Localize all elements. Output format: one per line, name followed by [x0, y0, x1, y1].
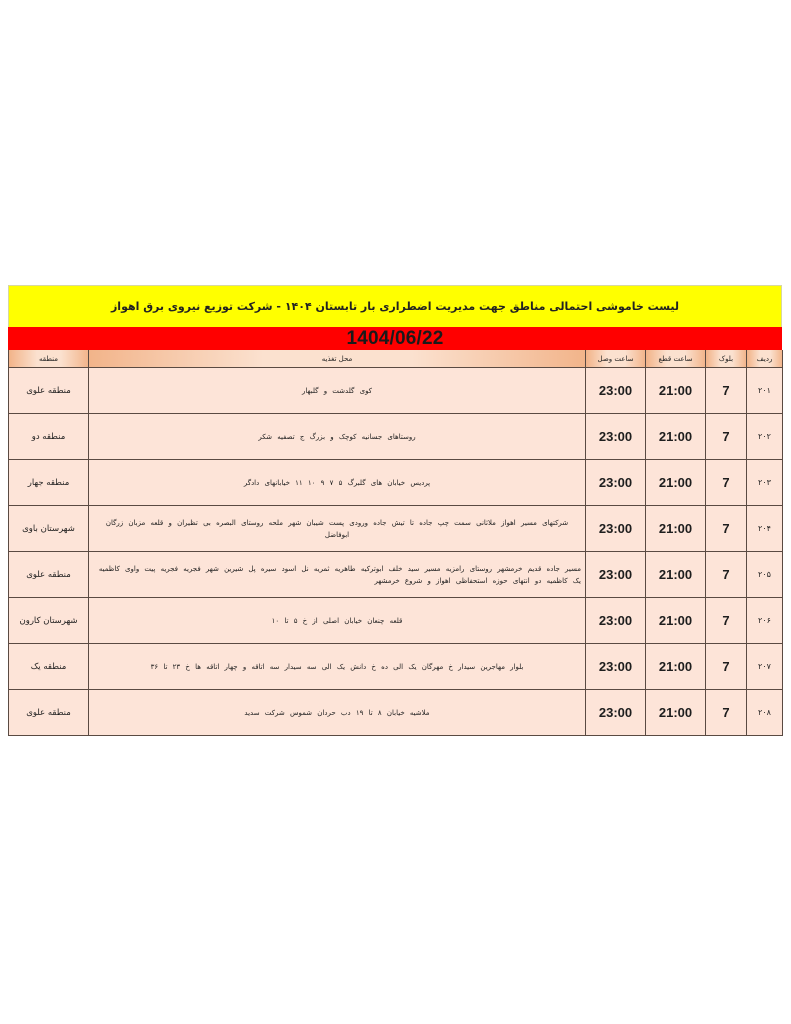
title-band: [8, 285, 782, 327]
cut-time: 21:00: [646, 644, 706, 690]
block-number: 7: [706, 460, 747, 506]
table-row: [9, 552, 783, 598]
date-band: [8, 327, 782, 350]
feed-location: شرکتهای مسیر اهواز ملاثانی سمت چپ جاده تا تیش جاده ورودی پست شیبان شهر ملحه روستای البصره بی تظیران و قلعه مزبان زرگان ابوفاضل: [89, 506, 586, 552]
table-row: [9, 598, 783, 644]
header-region: منطقه: [9, 350, 89, 368]
table-row: [9, 460, 783, 506]
connect-time: 23:00: [586, 644, 646, 690]
block-number: 7: [706, 552, 747, 598]
header-cut-time: ساعت قطع: [646, 350, 706, 368]
row-number: ۲۰۴: [747, 506, 783, 552]
block-number: 7: [706, 690, 747, 736]
region: منطقه جهار: [9, 460, 89, 506]
header-row-no: ردیف: [747, 350, 783, 368]
table-row: [9, 506, 783, 552]
cut-time: 21:00: [646, 552, 706, 598]
block-number: 7: [706, 414, 747, 460]
row-number: ۲۰۱: [747, 368, 783, 414]
row-number: ۲۰۲: [747, 414, 783, 460]
connect-time: 23:00: [586, 690, 646, 736]
block-number: 7: [706, 644, 747, 690]
region: منطقه علوی: [9, 690, 89, 736]
row-number: ۲۰۵: [747, 552, 783, 598]
header-connect-time: ساعت وصل: [586, 350, 646, 368]
connect-time: 23:00: [586, 598, 646, 644]
table-row: [9, 690, 783, 736]
region: منطقه دو: [9, 414, 89, 460]
region: شهرستان کارون: [9, 598, 89, 644]
header-block: بلوک: [706, 350, 747, 368]
table-row: [9, 414, 783, 460]
cut-time: 21:00: [646, 506, 706, 552]
feed-location: کوی گلدشت و گلبهار: [89, 368, 586, 414]
row-number: ۲۰۷: [747, 644, 783, 690]
block-number: 7: [706, 368, 747, 414]
connect-time: 23:00: [586, 368, 646, 414]
cut-time: 21:00: [646, 414, 706, 460]
schedule-date: 1404/06/22: [346, 327, 444, 349]
feed-location: ملاشیه خیابان ۸ تا ۱۹ دب حردان شموس شرکت سدید: [89, 690, 586, 736]
feed-location: مسیر جاده قدیم خرمشهر روستای رامزیه مسیر سید خلف ابوترکیه طاهریه ثمریه نل اسود سیره پل شیرین شهر فجریه فجریه پیت واوی کاظمیه یک کاظمیه دو انتهای حوزه استحفاظی اهواز و شروع خرمشهر: [89, 552, 586, 598]
table-row: [9, 368, 783, 414]
row-number: ۲۰۶: [747, 598, 783, 644]
region: شهرستان باوی: [9, 506, 89, 552]
document-title: لیست خاموشی احتمالی مناطق جهت مدیریت اضطراری بار تابستان ۱۴۰۴ - شرکت توزیع نیروی برق اهواز: [110, 300, 680, 313]
feed-location: پردیس خیابان های گلبرگ ۵ ۷ ۹ ۱۰ ۱۱ خیابانهای دادگر: [89, 460, 586, 506]
cut-time: 21:00: [646, 368, 706, 414]
outage-table: [8, 350, 783, 736]
feed-location: بلوار مهاجرین سیدار خ مهرگان یک الی ده خ دانش یک الی سه سیدار سه اتاقه و چهار اتاقه ها خ ۲۳ تا ۳۶: [89, 644, 586, 690]
region: منطقه علوی: [9, 552, 89, 598]
cut-time: 21:00: [646, 598, 706, 644]
region: منطقه یک: [9, 644, 89, 690]
connect-time: 23:00: [586, 460, 646, 506]
connect-time: 23:00: [586, 552, 646, 598]
header-feed-location: محل تغذیه: [89, 350, 586, 368]
block-number: 7: [706, 598, 747, 644]
row-number: ۲۰۳: [747, 460, 783, 506]
feed-location: قلعه چنعان خیابان اصلی از خ ۵ تا ۱۰: [89, 598, 586, 644]
outage-schedule-sheet: [8, 285, 782, 736]
table-row: [9, 644, 783, 690]
connect-time: 23:00: [586, 414, 646, 460]
feed-location: روستاهای جسانیه کوچک و بزرگ ج تصفیه شکر: [89, 414, 586, 460]
connect-time: 23:00: [586, 506, 646, 552]
table-header-row: [9, 350, 783, 368]
block-number: 7: [706, 506, 747, 552]
row-number: ۲۰۸: [747, 690, 783, 736]
cut-time: 21:00: [646, 690, 706, 736]
cut-time: 21:00: [646, 460, 706, 506]
region: منطقه علوی: [9, 368, 89, 414]
